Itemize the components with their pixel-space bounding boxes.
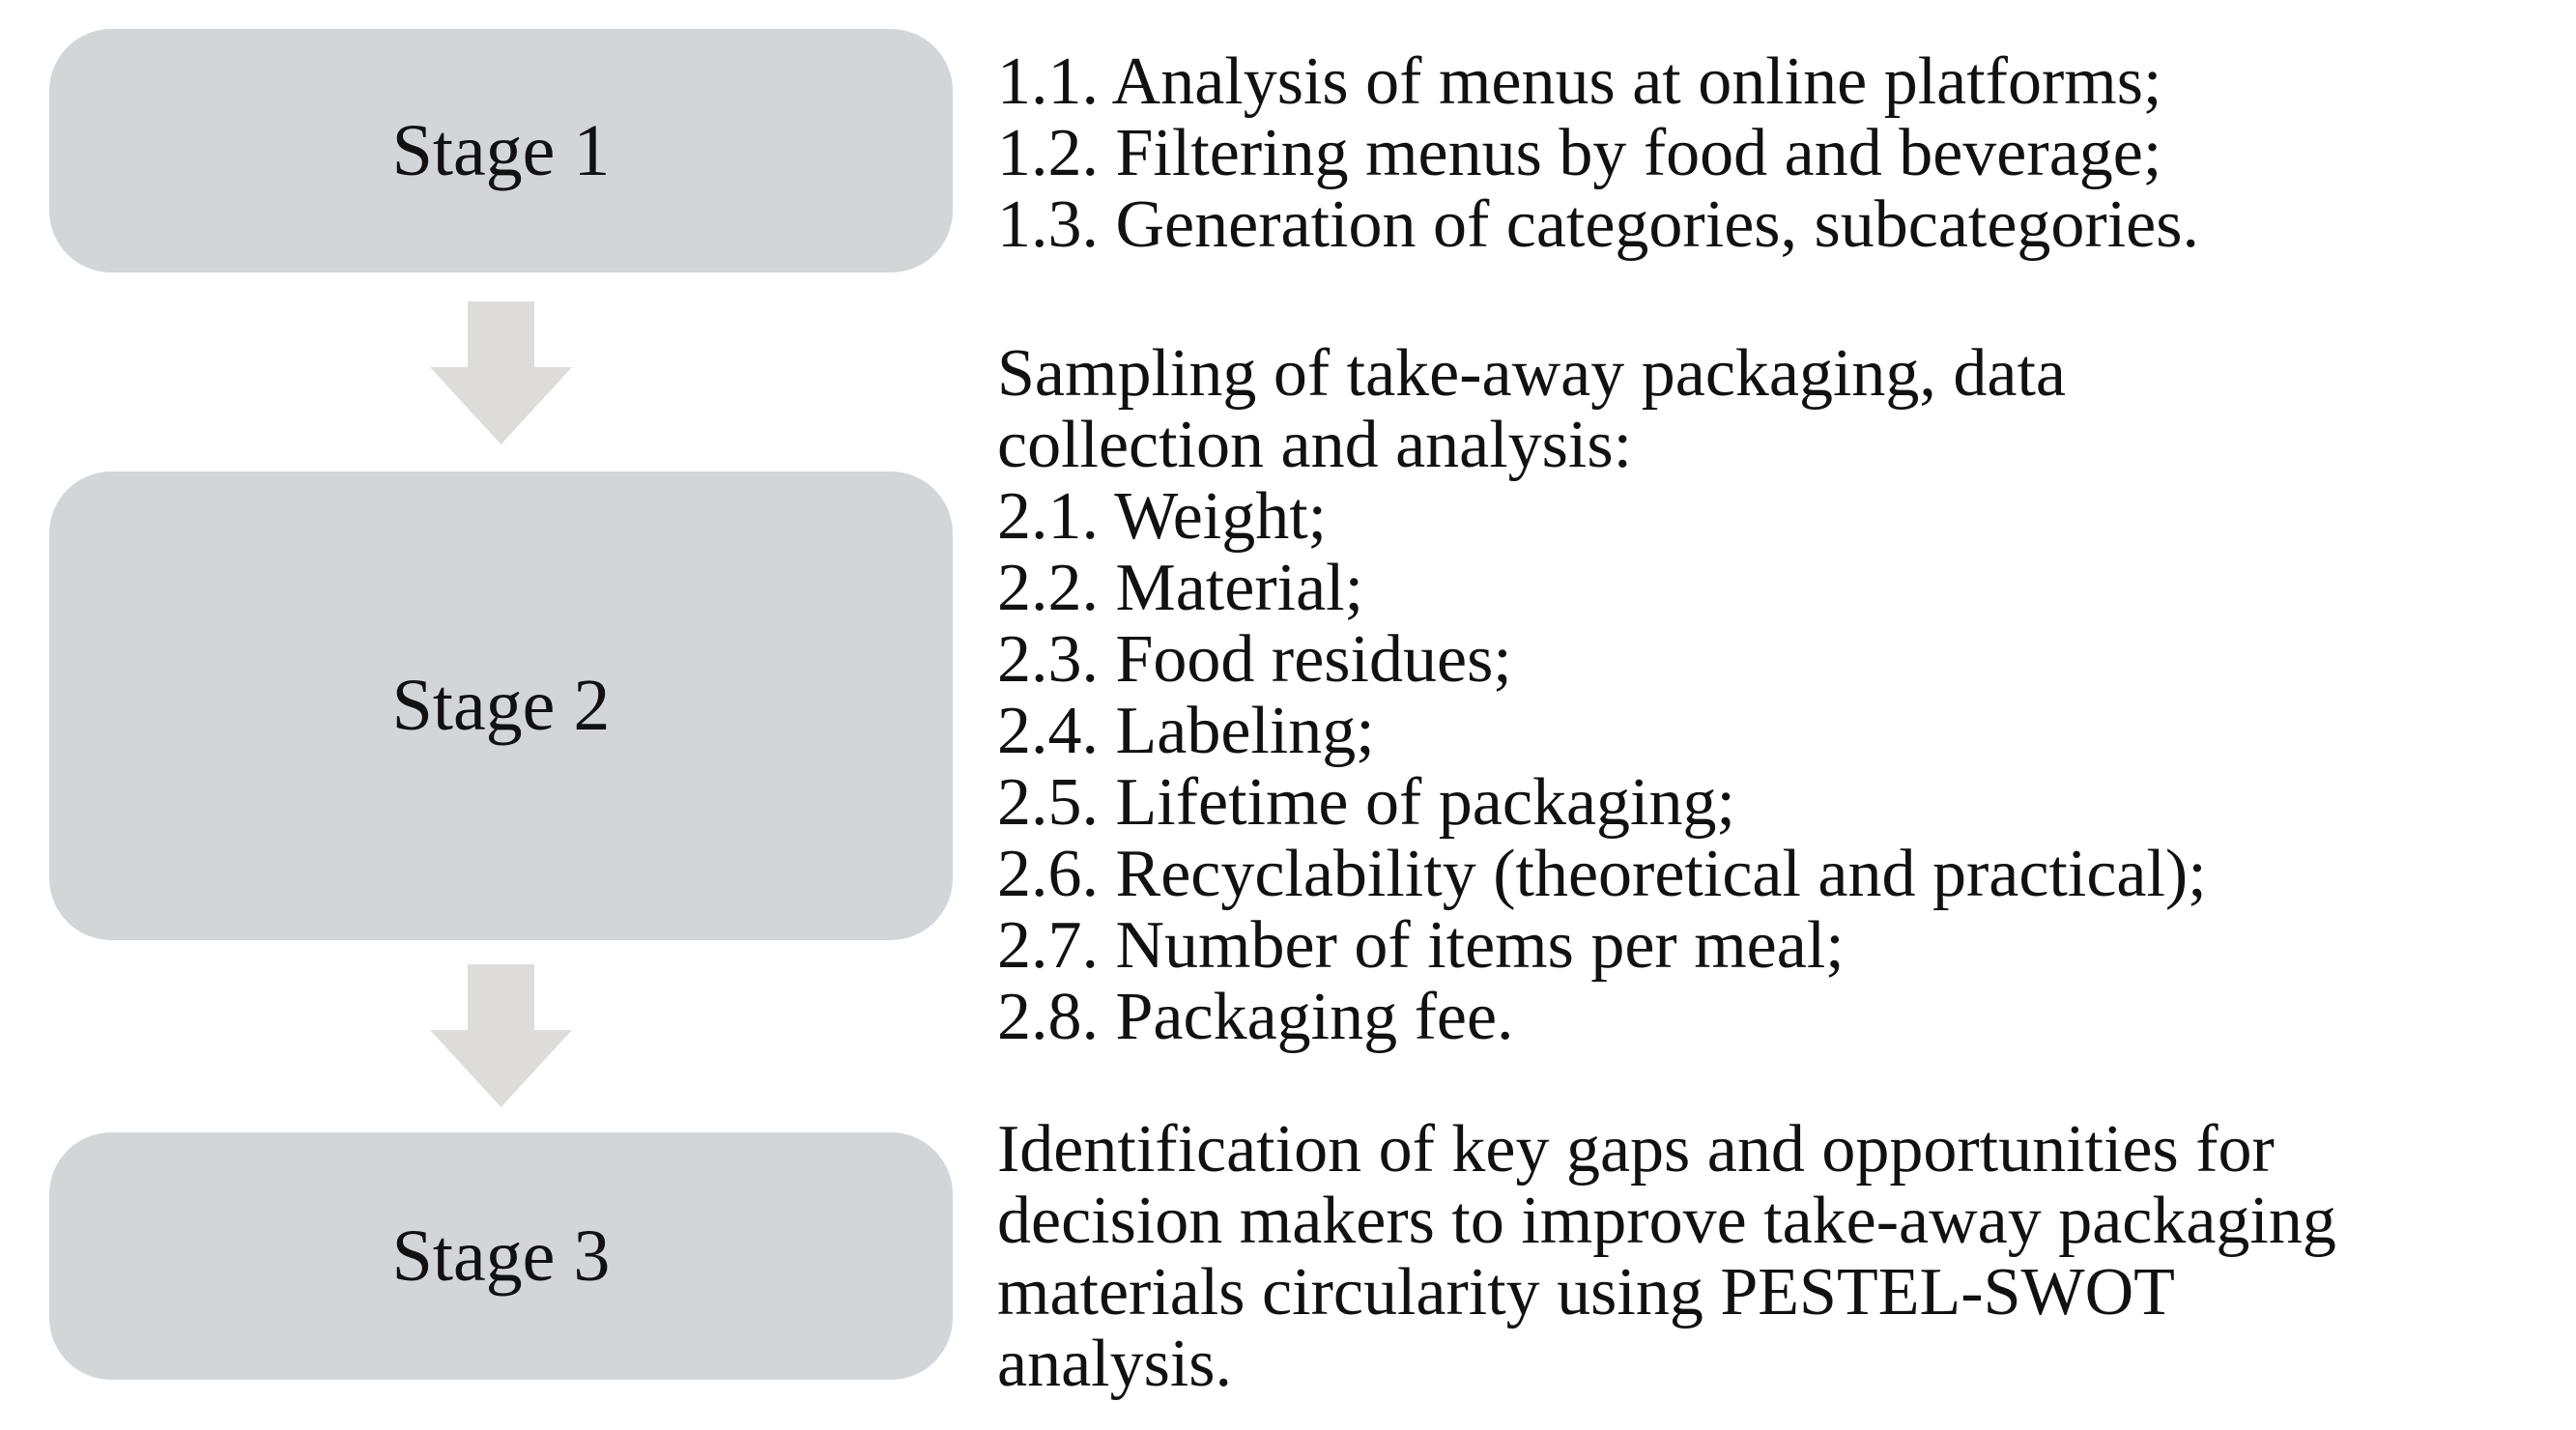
stage-2-item: 2.8. Packaging fee.	[997, 980, 1514, 1054]
stage-1-item: 1.1. Analysis of menus at online platforms;	[997, 44, 2162, 119]
stage-2-description	[997, 338, 2207, 1053]
stage-1-description	[997, 46, 2199, 261]
down-arrow-icon	[430, 301, 572, 444]
stage-2-item: 2.4. Labeling;	[997, 694, 1375, 768]
stage-2-item: 2.5. Lifetime of packaging;	[997, 765, 1735, 840]
stage-2-item: 2.6. Recyclability (theoretical and practical);	[997, 837, 2207, 911]
stage-3-line: analysis.	[997, 1327, 1233, 1401]
stage-1-box	[49, 29, 953, 272]
stage-3-line: decision makers to improve take-away packaging	[997, 1184, 2336, 1258]
stage-3-description	[997, 1114, 2336, 1400]
stage-1-item: 1.3. Generation of categories, subcategories.	[997, 187, 2199, 262]
stage-3-line: Identification of key gaps and opportunities for	[997, 1112, 2275, 1187]
stage-2-item: 2.3. Food residues;	[997, 622, 1512, 697]
stage-2-intro: Sampling of take-away packaging, data	[997, 336, 2066, 411]
stage-2-label: Stage 2	[391, 665, 611, 746]
down-arrow-icon	[430, 964, 572, 1107]
stage-2-intro: collection and analysis:	[997, 408, 1633, 482]
stage-2-item: 2.2. Material;	[997, 551, 1364, 625]
stage-3-line: materials circularity using PESTEL-SWOT	[997, 1255, 2175, 1330]
stage-2-box	[49, 472, 953, 940]
stage-2-item: 2.1. Weight;	[997, 479, 1328, 554]
stage-1-label: Stage 1	[391, 109, 611, 191]
stage-3-box	[49, 1132, 953, 1380]
stage-3-label: Stage 3	[391, 1215, 611, 1297]
stage-2-item: 2.7. Number of items per meal;	[997, 908, 1845, 983]
stage-1-item: 1.2. Filtering menus by food and beverage;	[997, 116, 2162, 190]
